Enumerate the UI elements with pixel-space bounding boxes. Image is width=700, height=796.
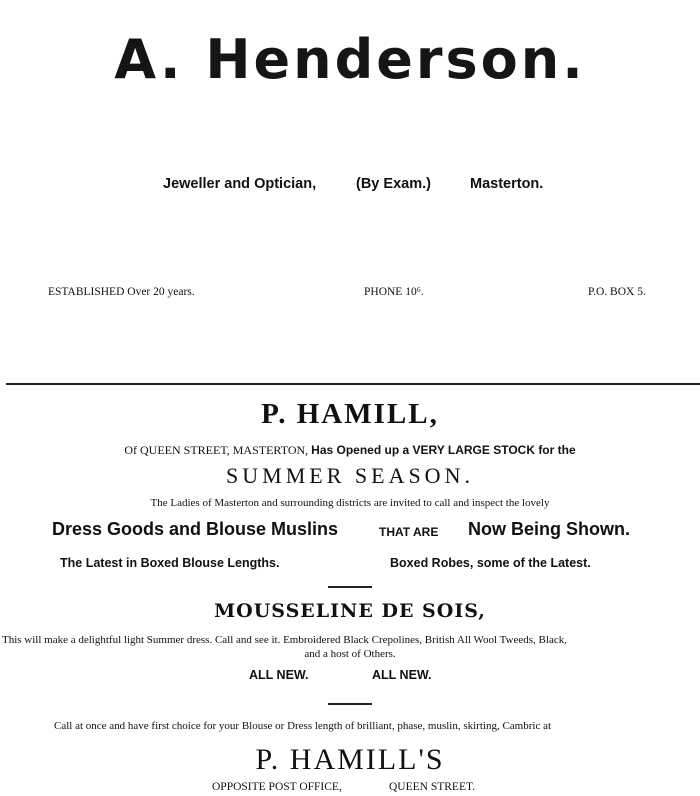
all-new-2: ALL NEW. — [372, 668, 432, 682]
qualification-text: (By Exam.) — [356, 176, 431, 192]
occupation-text: Jeweller and Optician, — [163, 176, 317, 192]
established-text: ESTABLISHED Over 20 years. — [48, 286, 195, 298]
invitation-text: The Ladies of Masterton and surrounding districts are invited to call and inspect the lovely — [150, 497, 550, 509]
town-text: Masterton. — [470, 176, 544, 192]
street-text: QUEEN STREET. — [389, 781, 476, 793]
address-intro: Of QUEEN STREET, MASTERTON, — [124, 443, 309, 457]
being-shown-text: Now Being Shown. — [468, 519, 630, 539]
section-divider — [6, 383, 700, 385]
all-new-1: ALL NEW. — [249, 668, 309, 682]
summer-season-heading: SUMMER SEASON. — [226, 463, 474, 488]
hamills-heading: P. HAMILL'S — [255, 743, 445, 776]
po-box-text: P.O. BOX 5. — [588, 286, 646, 298]
phone-text: PHONE 10⁶. — [364, 286, 424, 298]
boxed-robes-text: Boxed Robes, some of the Latest. — [390, 556, 591, 570]
call-at-once-text: Call at once and have first choice for your Blouse or Dress length of brilliant, phase, muslin, skirting, Cambric at — [54, 720, 552, 732]
dress-goods-text: Dress Goods and Blouse Muslins — [52, 519, 339, 539]
host-text: and a host of Others. — [304, 648, 396, 660]
announcement-text: Has Opened up a VERY LARGE STOCK for the — [311, 443, 576, 457]
short-divider — [328, 703, 372, 705]
that-are-text: THAT ARE — [379, 525, 439, 539]
boxed-blouse-text: The Latest in Boxed Blouse Lengths. — [60, 556, 280, 570]
short-divider — [328, 586, 372, 588]
opposite-text: OPPOSITE POST OFFICE, — [212, 781, 342, 793]
description-text: This will make a delightful light Summer dress. Call and see it. Embroidered Black Crepolines, British All Wool Tweeds, Black, — [2, 634, 567, 646]
mousseline-heading: MOUSSELINE DE SOIS, — [214, 600, 486, 622]
hamill-announcement-line — [0, 443, 700, 458]
hamill-title: P. HAMILL, — [261, 398, 439, 430]
henderson-title: A. Henderson. — [114, 28, 586, 91]
